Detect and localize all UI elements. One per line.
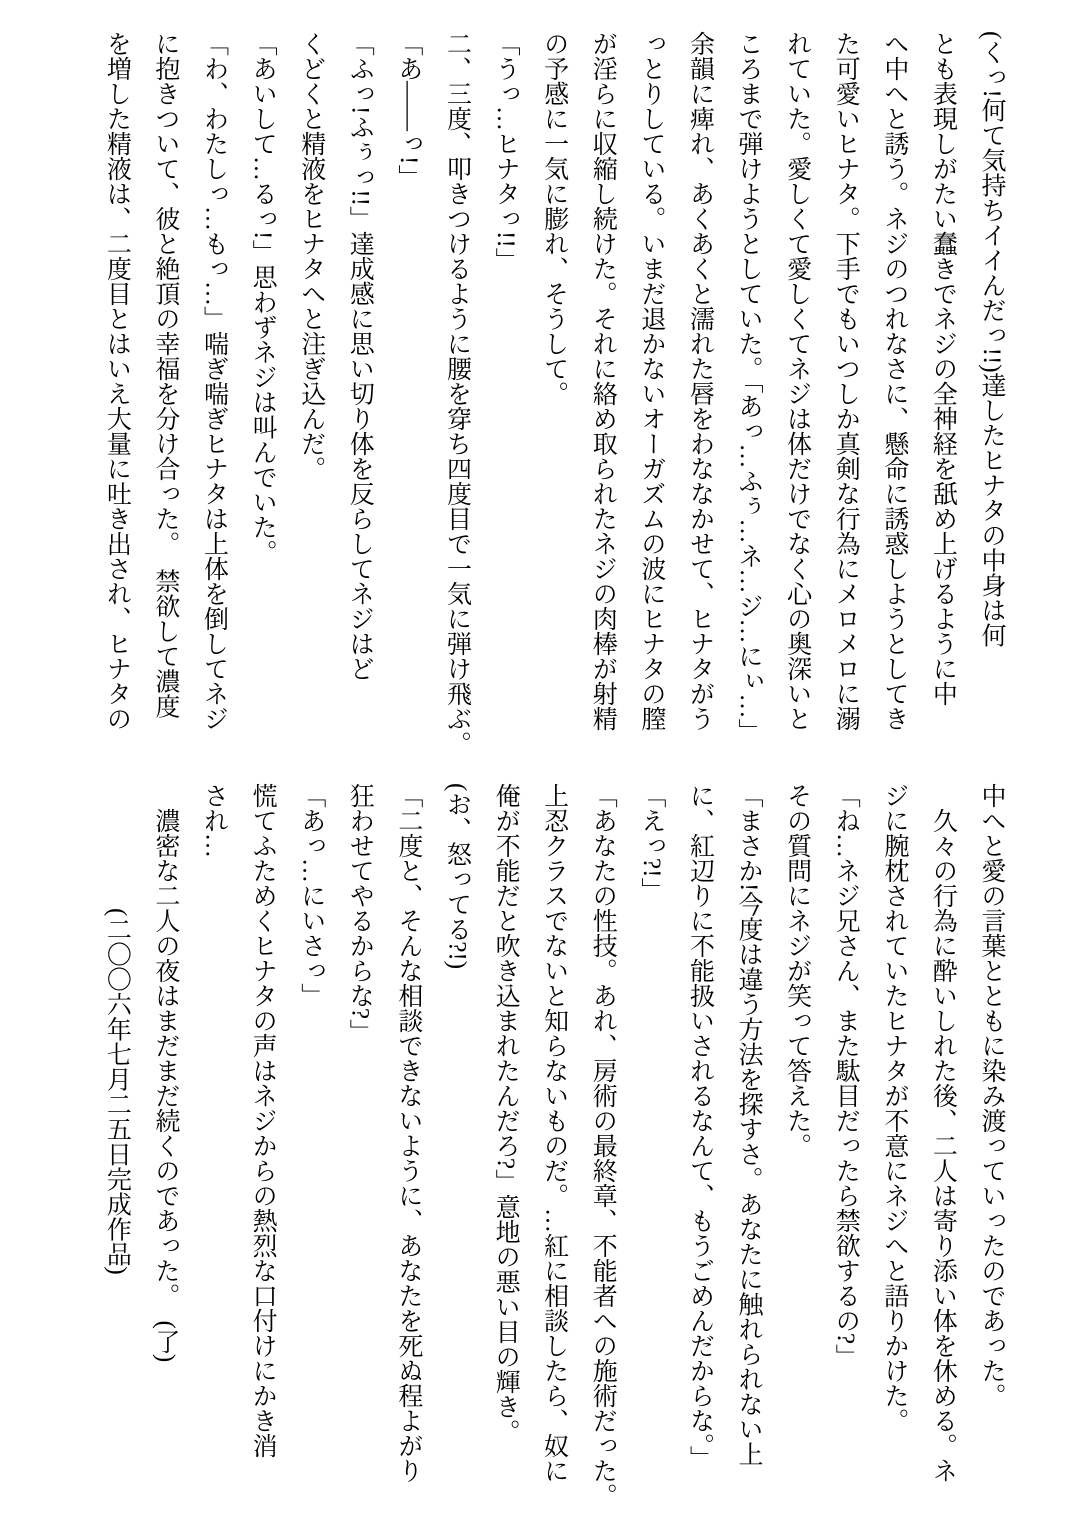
text-column: (二〇〇六年七月二五日完成作品)	[103, 783, 131, 1275]
text-column: 「わ、わたしっ…もっ…」喘ぎ喘ぎヒナタは上体を倒してネジ	[200, 31, 228, 731]
text-column: 中へと愛の言葉とともに染み渡っていったのであった。	[978, 783, 1005, 1408]
text-column: くどくと精液をヒナタへと注ぎ込んだ。	[297, 31, 325, 481]
text-column: 「まさか!今度は違う方法を探すさ。あなたに触れられない上	[735, 783, 763, 1467]
text-column: 慌てふためくヒナタの声はネジからの熱烈な口付けにかき消	[249, 783, 277, 1458]
text-column: 狂わせてやるからな?」	[346, 783, 374, 1045]
story-text-bottom-block	[91, 783, 1015, 1527]
story-text-top-block	[91, 31, 1015, 756]
text-column: れていた。愛しくて愛しくてネジは体だけでなく心の奥深いと	[783, 31, 811, 731]
text-column: に、紅辺りに不能扱いされるなんて、もうごめんだからな。」	[686, 783, 714, 1471]
text-column: 「ふっ!ふぅっ!!」達成感に思い切り体を反らしてネジはど	[346, 31, 374, 681]
text-column: 「えっ?!」	[637, 783, 665, 903]
text-column: 「あっ…にいさっ」	[297, 783, 325, 1008]
text-column: が淫らに収縮し続けた。それに絡め取られたネジの肉棒が射精	[589, 31, 617, 731]
text-column: 濃密な二人の夜はまだまだ続くのであった。 (了)	[151, 783, 179, 1363]
text-column: 二、三度、叩きつけるように腰を穿ち四度目で一気に弾け飛ぶ。	[443, 31, 471, 756]
text-column: (お、怒ってる?!)	[443, 783, 471, 970]
text-column: され…	[200, 783, 228, 858]
text-column: 「あなたの性技。あれ、房術の最終章、不能者への施術だった。	[589, 783, 617, 1508]
text-column: 「あ――っ!」	[394, 31, 422, 190]
text-column: に抱きついて、彼と絶頂の幸福を分け合った。 禁欲して濃度	[151, 31, 179, 719]
text-column: とも表現しがたい蠢きでネジの全神経を舐め上げるように中	[929, 31, 957, 706]
text-column: (くっ!何て気持ちイイんだっ!!)達したヒナタの中身は何	[978, 31, 1005, 648]
text-column: 上忍クラスでないと知らないものだ。…紅に相談したら、奴に	[540, 783, 568, 1483]
text-column: 「あいして…るっ!」思わずネジは叫んでいた。	[249, 31, 277, 565]
text-column: 「二度と、そんな相談できないように、あなたを死ぬ程よがり	[394, 783, 422, 1483]
text-column: ころまで弾けようとしていた。「あっ…ふぅ…ネ…ジ…にぃ…」	[735, 31, 763, 744]
text-column: へ中へと誘う。ネジのつれなさに、懸命に誘惑しようとしてき	[880, 31, 908, 731]
text-column: 俺が不能だと吹き込まれたんだろ?」意地の悪い目の輝き。	[492, 783, 520, 1445]
text-column: の予感に一気に膨れ、そうして。	[540, 31, 568, 406]
text-column: その質問にネジが笑って答えた。	[783, 783, 811, 1158]
text-column: 「うっ…ヒナタっ!!」	[492, 31, 520, 273]
text-column: 久々の行為に酔いしれた後、二人は寄り添い体を休める。ネ	[929, 783, 957, 1483]
text-column: た可愛いヒナタ。下手でもいつしか真剣な行為にメロメロに溺	[832, 31, 860, 731]
text-column: を増した精液は、二度目とはいえ大量に吐き出され、ヒナタの	[103, 31, 131, 731]
text-column: 余韻に痺れ、あくあくと濡れた唇をわななかせて、ヒナタがう	[686, 31, 714, 731]
text-column: っとりしている。いまだ退かないオーガズムの波にヒナタの膣	[637, 31, 665, 731]
text-column: ジに腕枕されていたヒナタが不意にネジへと語りかけた。	[880, 783, 908, 1433]
text-column: 「ね…ネジ兄さん、また駄目だったら禁欲するの?」	[832, 783, 860, 1370]
